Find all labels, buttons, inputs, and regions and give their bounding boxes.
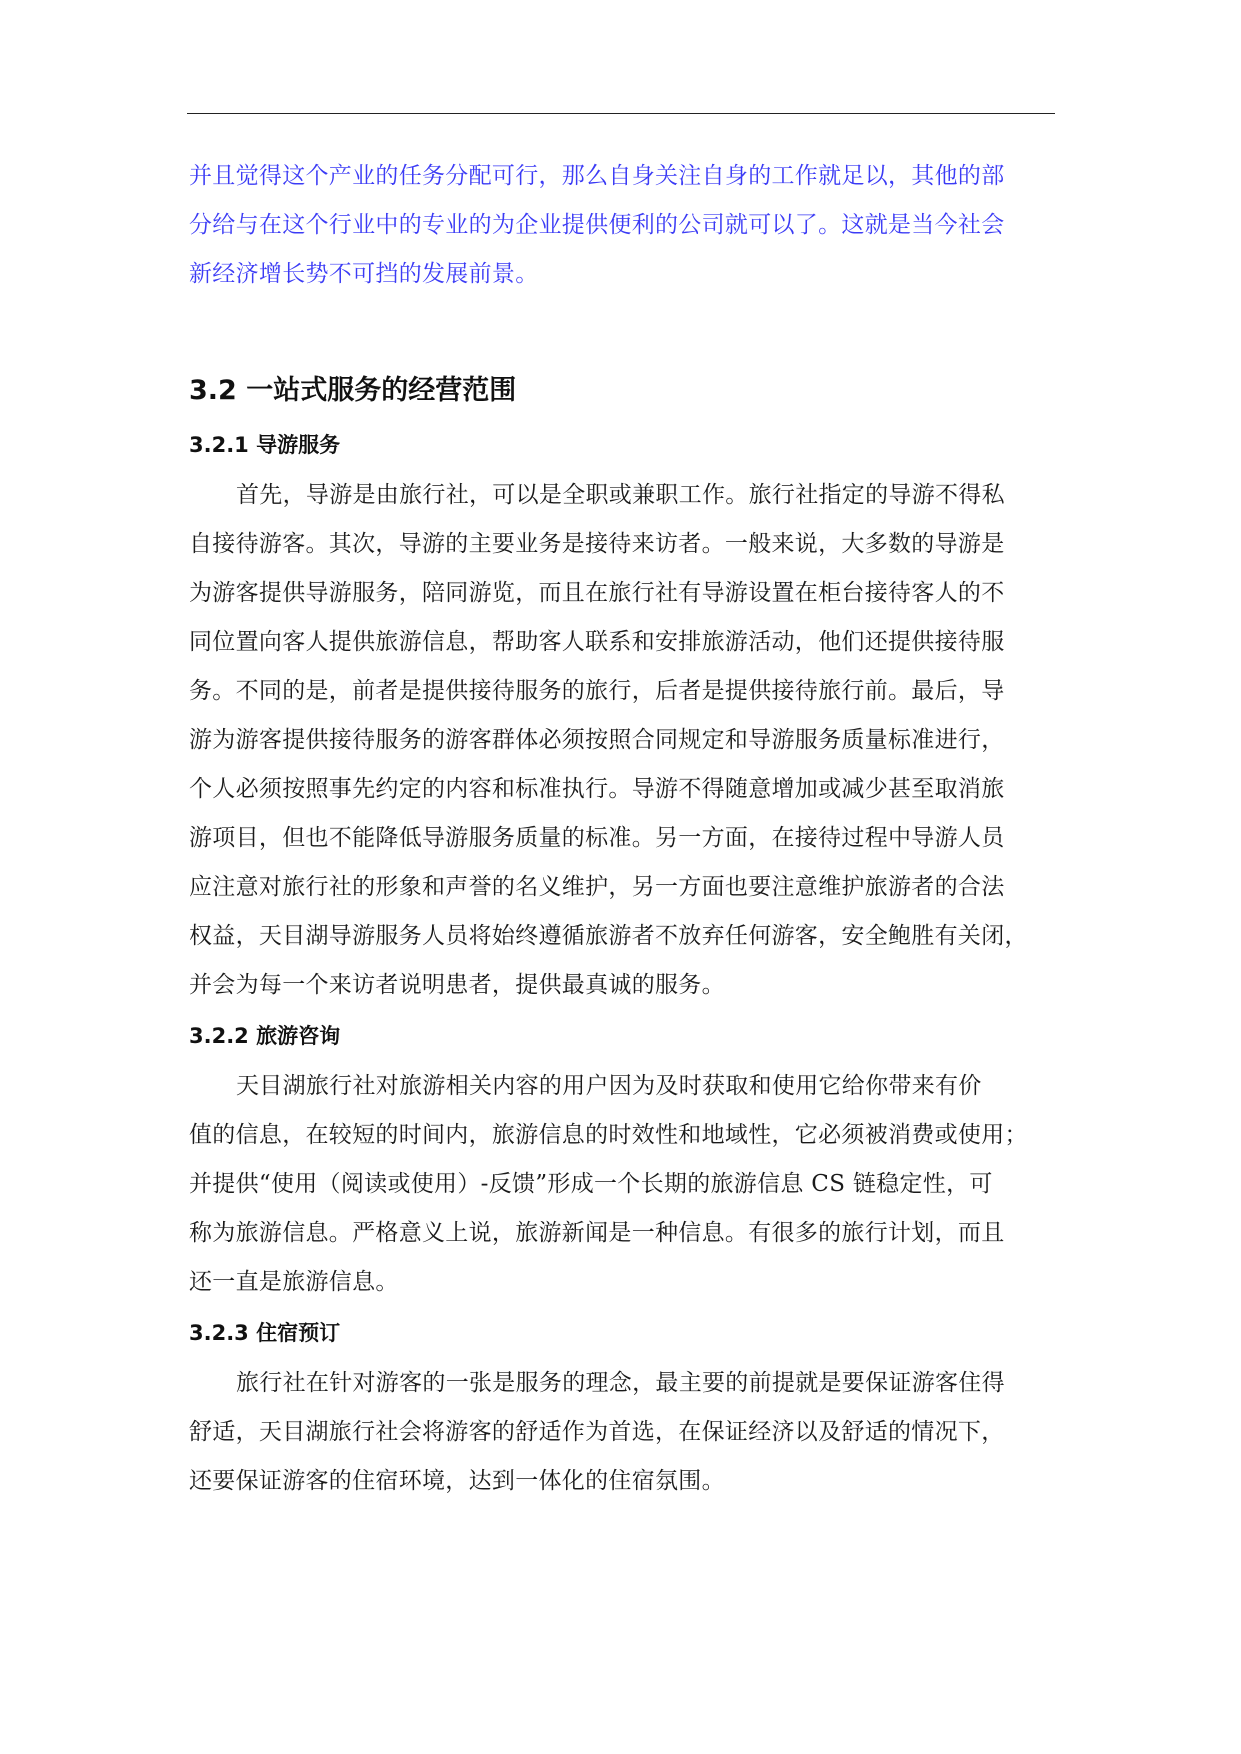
intro-line: 并且觉得这个产业的任务分配可行，那么自身关注自身的工作就足以，其他的部 (189, 163, 1005, 189)
paragraph-line: 个人必须按照事先约定的内容和标准执行。导游不得随意增加或减少甚至取消旅 (189, 776, 1005, 802)
paragraph-line: 同位置向客人提供旅游信息，帮助客人联系和安排旅游活动，他们还提供接待服 (189, 629, 1005, 655)
section-heading: 3.2 一站式服务的经营范围 (189, 375, 517, 406)
paragraph-line: 并提供“使用（阅读或使用）-反馈”形成一个长期的旅游信息 CS 链稳定性，可 (189, 1171, 993, 1197)
subsection-heading-guide-service: 3.2.1 导游服务 (189, 433, 341, 457)
paragraph-line: 自接待游客。其次，导游的主要业务是接待来访者。一般来说，大多数的导游是 (189, 531, 1005, 557)
paragraph-line: 游为游客提供接待服务的游客群体必须按照合同规定和导游服务质量标准进行， (189, 727, 1005, 753)
subsection-heading-accommodation: 3.2.3 住宿预订 (189, 1321, 341, 1345)
paragraph-line: 还要保证游客的住宿环境，达到一体化的住宿氛围。 (189, 1468, 725, 1494)
paragraph-guide-service (189, 471, 1057, 1010)
header-rule (187, 113, 1055, 114)
paragraph-line: 还一直是旅游信息。 (189, 1269, 399, 1295)
paragraph-line: 应注意对旅行社的形象和声誉的名义维护，另一方面也要注意维护旅游者的合法 (189, 874, 1005, 900)
paragraph-accommodation (189, 1359, 1057, 1506)
paragraph-line: 为游客提供导游服务，陪同游览，而且在旅行社有导游设置在柜台接待客人的不 (189, 580, 1005, 606)
paragraph-line: 称为旅游信息。严格意义上说，旅游新闻是一种信息。有很多的旅行计划，而且 (189, 1220, 1005, 1246)
paragraph-line: 权益，天目湖导游服务人员将始终遵循旅游者不放弃任何游客，安全鲍胜有关闭， (189, 923, 1028, 949)
intro-line: 新经济增长势不可挡的发展前景。 (189, 261, 539, 287)
intro-paragraph (189, 152, 1057, 299)
subsection-heading-travel-consulting: 3.2.2 旅游咨询 (189, 1024, 341, 1048)
intro-line: 分给与在这个行业中的专业的为企业提供便利的公司就可以了。这就是当今社会 (189, 212, 1005, 238)
paragraph-line: 舒适，天目湖旅行社会将游客的舒适作为首选，在保证经济以及舒适的情况下， (189, 1419, 1005, 1445)
paragraph-line: 首先，导游是由旅行社，可以是全职或兼职工作。旅行社指定的导游不得私 (236, 482, 1005, 508)
paragraph-line: 值的信息，在较短的时间内，旅游信息的时效性和地域性，它必须被消费或使用； (189, 1122, 1028, 1148)
paragraph-line: 天目湖旅行社对旅游相关内容的用户因为及时获取和使用它给你带来有价 (236, 1073, 982, 1099)
paragraph-line: 旅行社在针对游客的一张是服务的理念，最主要的前提就是要保证游客住得 (236, 1370, 1005, 1396)
paragraph-travel-consulting (189, 1062, 1057, 1307)
paragraph-line: 并会为每一个来访者说明患者，提供最真诚的服务。 (189, 972, 725, 998)
paragraph-line: 务。不同的是，前者是提供接待服务的旅行，后者是提供接待旅行前。最后，导 (189, 678, 1005, 704)
paragraph-line: 游项目，但也不能降低导游服务质量的标准。另一方面，在接待过程中导游人员 (189, 825, 1005, 851)
page-content (189, 152, 1057, 1512)
